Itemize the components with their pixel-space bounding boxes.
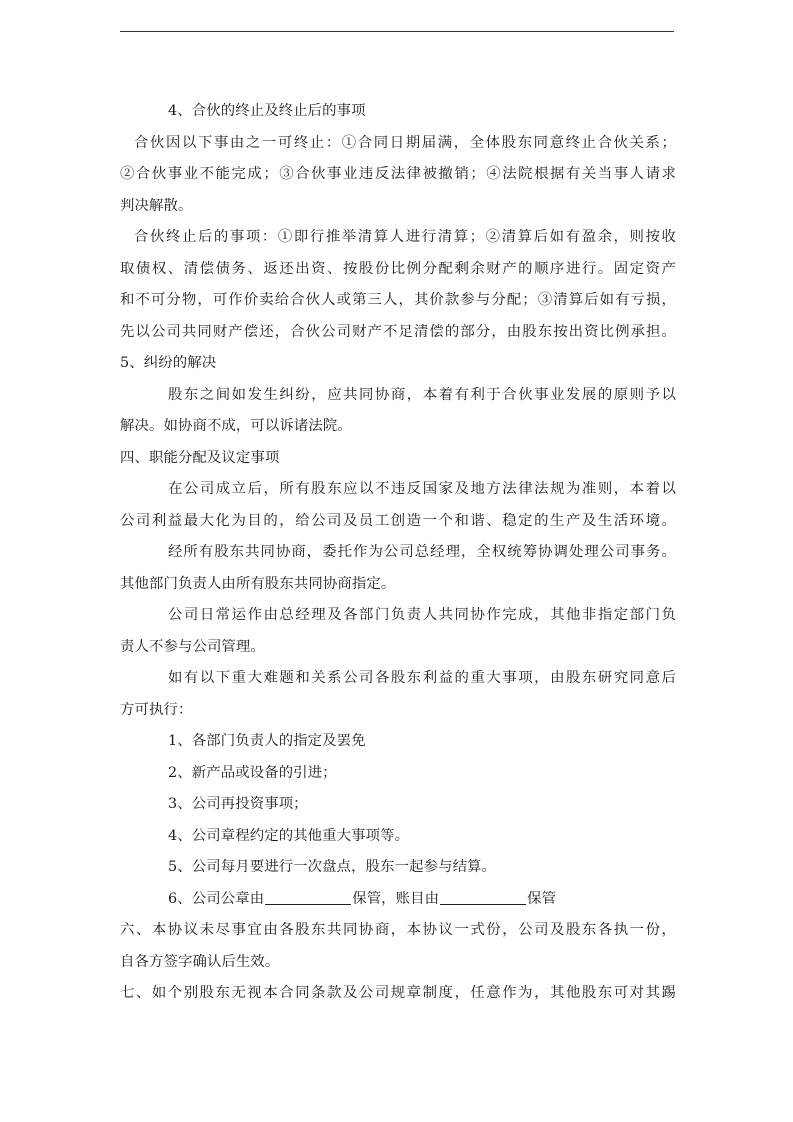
list-item: 5、公司每月要进行一次盘点，股东一起参与结算。 <box>168 859 497 875</box>
custody-suffix: 保管 <box>527 890 557 907</box>
paragraph-line: 和不可分物，可作价卖给合伙人或第三人，其价款参与分配；③清算后如有亏损， <box>120 292 676 308</box>
paragraph-line: 解决。如协商不成，可以诉诸法院。 <box>120 418 352 434</box>
paragraph-line: 方可执行： <box>120 701 193 718</box>
seal-custody-text: 6、公司公章由 <box>168 890 265 907</box>
paragraph-line: 公司利益最大化为目的，给公司及员工创造一个和谐、稳定的生产及生活环境。 <box>120 512 676 529</box>
header-rule <box>120 31 674 32</box>
paragraph-line: 其他部门负责人由所有股东共同协商指定。 <box>120 575 396 592</box>
paragraph-line: 七、如个别股东无视本合同条款及公司规章制度，任意作为，其他股东可对其踢 <box>120 985 676 1001</box>
list-item-seal-custody <box>120 884 676 916</box>
paragraph-line: 取债权、清偿债务、返还出资、按股份比例分配剩余财产的顺序进行。固定资产 <box>120 260 676 277</box>
paragraph-line: 公司日常运作由总经理及各部门负责人共同协作完成，其他非指定部门负 <box>168 607 676 623</box>
ledger-custody-text: 保管，账目由 <box>352 890 440 907</box>
seal-keeper-blank[interactable] <box>265 889 351 905</box>
list-item: 3、公司再投资事项； <box>168 796 308 812</box>
paragraph-line: 股东之间如发生纠纷，应共同协商，本着有利于合伙事业发展的原则予以 <box>168 386 676 403</box>
list-item: 4、公司章程约定的其他重大事项等。 <box>168 827 410 844</box>
document-page <box>120 96 676 1010</box>
paragraph-line: 先以公司共同财产偿还，合伙公司财产不足清偿的部分，由股东按出资比例承担。 <box>120 323 676 340</box>
paragraph-line: 如有以下重大难题和关系公司各股东利益的重大事项，由股东研究同意后 <box>168 670 676 686</box>
paragraph-line: 经所有股东共同协商，委托作为公司总经理，全权统筹协调处理公司事务。 <box>168 544 676 560</box>
paragraph-line: 六、本协议未尽事宜由各股东共同协商，本协议一式份，公司及股东各执一份， <box>120 922 676 938</box>
paragraph-line: 判决解散。 <box>120 197 193 214</box>
ledger-keeper-blank[interactable] <box>440 889 526 905</box>
list-item: 1、各部门负责人的指定及罢免 <box>168 733 366 749</box>
section-heading-duties: 四、职能分配及议定事项 <box>120 449 280 466</box>
paragraph-line: 责人不参与公司管理。 <box>120 638 265 655</box>
paragraph-line: 合伙终止后的事项：①即行推举清算人进行清算；②清算后如有盈余，则按收 <box>134 229 676 245</box>
paragraph-line: ②合伙事业不能完成；③合伙事业违反法律被撤销；④法院根据有关当事人请求 <box>120 166 676 182</box>
list-item: 2、新产品或设备的引进； <box>168 764 337 781</box>
section-heading-termination: 4、合伙的终止及终止后的事项 <box>168 103 366 119</box>
paragraph-line: 合伙因以下事由之一可终止：①合同日期届满，全体股东同意终止合伙关系； <box>134 134 676 151</box>
paragraph-line: 在公司成立后，所有股东应以不违反国家及地方法律法规为准则，本着以 <box>168 481 676 497</box>
paragraph-line: 自各方签字确认后生效。 <box>120 953 280 970</box>
section-heading-disputes: 5、纠纷的解决 <box>120 355 217 371</box>
